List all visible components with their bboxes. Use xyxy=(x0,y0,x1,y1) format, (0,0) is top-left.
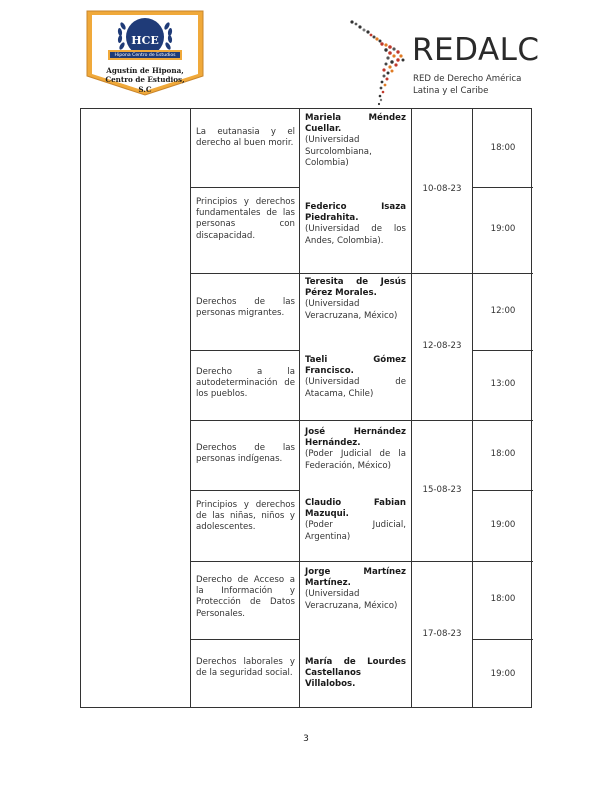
hce-initials: HCE xyxy=(131,34,159,47)
speaker-affiliation: (Universidad de Atacama, Chile) xyxy=(305,377,406,399)
redalc-subtitle-line1: RED de Derecho América xyxy=(413,74,522,84)
time-cell: 12:00 xyxy=(490,306,516,316)
row-divider xyxy=(472,187,533,188)
time-cell: 19:00 xyxy=(490,224,516,234)
topic-cell: Principios y derechos de las niñas, niños y adolescentes. xyxy=(196,500,295,533)
speaker-cell xyxy=(305,202,406,247)
speaker-affiliation: (Universidad Surcolombiana, Colombia) xyxy=(305,135,372,168)
date-cell: 12-08-23 xyxy=(422,341,462,351)
hce-name-lines xyxy=(86,66,204,84)
speaker-affiliation: (Poder Judicial de la Federación, México) xyxy=(305,449,406,471)
hce-name-line2: Centro de Estudios, xyxy=(105,75,185,84)
time-cell: 18:00 xyxy=(490,449,516,459)
topic-cell: Derecho de Acceso a la Información y Protección de Datos Personales. xyxy=(196,575,295,619)
row-divider xyxy=(472,639,533,640)
speaker-affiliation: (Universidad Veracruzana, México) xyxy=(305,589,398,611)
speaker-name: María de Lourdes Castellanos Villalobos. xyxy=(305,657,406,690)
speaker-affiliation: (Poder Judicial, Argentina) xyxy=(305,520,406,542)
speaker-name: Federico Isaza Piedrahita. xyxy=(305,202,406,224)
speaker-cell xyxy=(305,277,406,322)
speaker-cell xyxy=(305,498,406,543)
row-divider xyxy=(190,187,300,188)
table-column-divider xyxy=(472,109,473,707)
speaker-name: Jorge Martínez Martínez. xyxy=(305,567,406,589)
hce-logo xyxy=(86,10,204,96)
topic-cell: Derecho a la autodeterminación de los pueblos. xyxy=(196,367,295,400)
redalc-subtitle-line2: Latina y el Caribe xyxy=(413,85,489,96)
speaker-cell xyxy=(305,657,406,691)
speaker-cell xyxy=(305,355,406,400)
hce-name-line1: Agustín de Hipona, xyxy=(106,66,184,75)
row-divider xyxy=(190,561,533,562)
speaker-name: Mariela Méndez Cuellar. xyxy=(305,113,406,135)
hce-ribbon-text: Hipona Centro de Estudios xyxy=(114,53,176,58)
topic-cell: Principios y derechos fundamentales de las personas con discapacidad. xyxy=(196,197,295,241)
time-cell: 18:00 xyxy=(490,143,516,153)
speaker-name: Teresita de Jesús Pérez Morales. xyxy=(305,277,406,299)
speaker-affiliation: (Universidad Veracruzana, México) xyxy=(305,299,398,321)
redalc-logo xyxy=(346,18,540,108)
row-divider xyxy=(190,420,533,421)
date-cell: 15-08-23 xyxy=(422,485,462,495)
date-cell: 10-08-23 xyxy=(422,184,462,194)
time-cell: 19:00 xyxy=(490,669,516,679)
table-column-divider xyxy=(299,109,300,707)
table-column-divider xyxy=(411,109,412,707)
row-divider xyxy=(190,350,300,351)
speaker-cell xyxy=(305,567,406,612)
row-divider xyxy=(472,490,533,491)
speaker-name: Taeli Gómez Francisco. xyxy=(305,355,406,377)
redalc-subtitle xyxy=(413,74,543,97)
speaker-name: José Hernández Hernández. xyxy=(305,427,406,449)
time-cell: 18:00 xyxy=(490,594,516,604)
speaker-affiliation: (Universidad de los Andes, Colombia). xyxy=(305,224,406,246)
speaker-cell xyxy=(305,427,406,472)
latin-america-map-icon xyxy=(346,18,412,108)
topic-cell: La eutanasia y el derecho al buen morir. xyxy=(196,127,295,149)
row-divider xyxy=(472,350,533,351)
topic-cell: Derechos de las personas indígenas. xyxy=(196,443,295,465)
schedule-table xyxy=(80,108,532,708)
date-cell: 17-08-23 xyxy=(422,629,462,639)
topic-cell: Derechos de las personas migrantes. xyxy=(196,297,295,319)
page-number: 3 xyxy=(303,734,309,744)
row-divider xyxy=(190,639,300,640)
row-divider xyxy=(190,490,300,491)
row-divider xyxy=(190,273,533,274)
speaker-cell xyxy=(305,113,406,169)
table-column-divider xyxy=(190,109,191,707)
redalc-title: REDALC xyxy=(412,32,540,68)
time-cell: 19:00 xyxy=(490,520,516,530)
topic-cell: Derechos laborales y de la seguridad social. xyxy=(196,657,295,679)
hce-name-line3: S.C xyxy=(138,85,152,94)
time-cell: 13:00 xyxy=(490,379,516,389)
speaker-name: Claudio Fabian Mazuqui. xyxy=(305,498,406,520)
